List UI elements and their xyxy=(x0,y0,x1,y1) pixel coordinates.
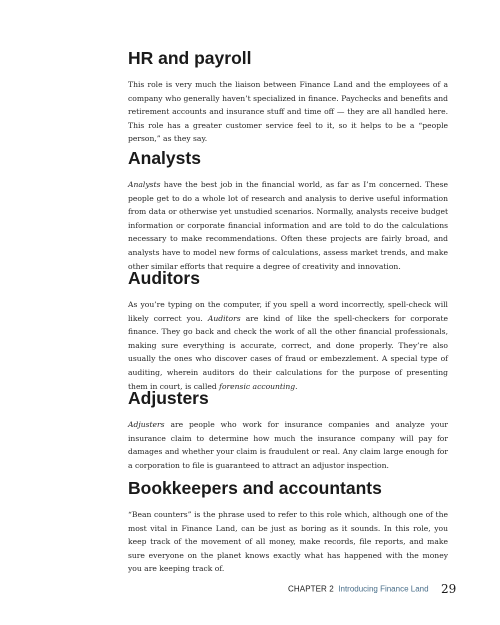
italic-term: forensic accounting. xyxy=(219,381,298,391)
section-body: This role is very much the liaison between Finance Land and the employees of a company who generally haven’t specialized in finance. Paychecks and benefits and retirement accounts and insurance stuff and time off — they are all handled here. This role has a greater customer service feel to it, so it helps to be a “people person,” as they say. xyxy=(128,80,448,144)
chapter-title: Introducing Finance Land xyxy=(338,584,429,594)
section-body xyxy=(128,178,448,273)
chapter-label: CHAPTER 2 xyxy=(288,584,334,594)
body-text: As you’re typing on the computer, if you spell a word incorrectly, spell-check will likely correct you. xyxy=(128,300,448,323)
section-body xyxy=(128,298,448,393)
section-heading: Adjusters xyxy=(128,388,209,408)
italic-term: Auditors xyxy=(207,313,241,323)
section-heading: HR and payroll xyxy=(128,48,252,68)
section-hr-payroll xyxy=(128,48,448,146)
section-analysts xyxy=(128,148,448,273)
section-adjusters xyxy=(128,388,448,472)
section-body xyxy=(128,418,448,472)
body-text: are people who work for insurance companies and analyze your insurance claim to determine how much the insurance company will pay for damages and whether your claim is fraudulent or real. Any claim large enough for a corporation to file is guaranteed to attract an adjustor inspection. xyxy=(128,420,448,470)
body-text: have the best job in the financial world, as far as I’m concerned. These people get to do a whole lot of research and analysis to derive useful information from data or otherwise yet unstudied scenarios. Normally, analysts receive budget information or corporate financial information and are told to do the calculations necessary to make recommendations. Often these projects are fairly broad, and analysts have to model new forms of calculations, assess market trends, and make other similar efforts that require a degree of creativity and innovation. xyxy=(128,180,448,271)
section-heading: Bookkeepers and accountants xyxy=(128,478,382,498)
page-footer xyxy=(288,580,457,596)
section-body: “Bean counters” is the phrase used to refer to this role which, although one of the most vital in Finance Land, can be just as boring as it sounds. In this role, you keep track of the movement of all money, make records, file reports, and make sure everyone on the planet knows exactly what has happened with the money you are keeping track of. xyxy=(128,510,448,574)
body-text: are kind of like the spell-checkers for corporate finance. They go back and check the work of all the other financial professionals, making sure everything is accurate, correct, and done properly. They’re also usually the ones who discover cases of fraud or embezzlement. A special type of auditing, wherein auditors do their calculations for the purpose of presenting them in court, is called xyxy=(128,313,448,391)
italic-term: Adjusters xyxy=(128,420,165,429)
section-heading: Analysts xyxy=(128,148,201,168)
section-auditors xyxy=(128,268,448,393)
section-heading: Auditors xyxy=(128,268,200,288)
italic-term: Analysts xyxy=(128,180,161,189)
page-number: 29 xyxy=(441,581,457,596)
section-bookkeepers xyxy=(128,478,448,576)
